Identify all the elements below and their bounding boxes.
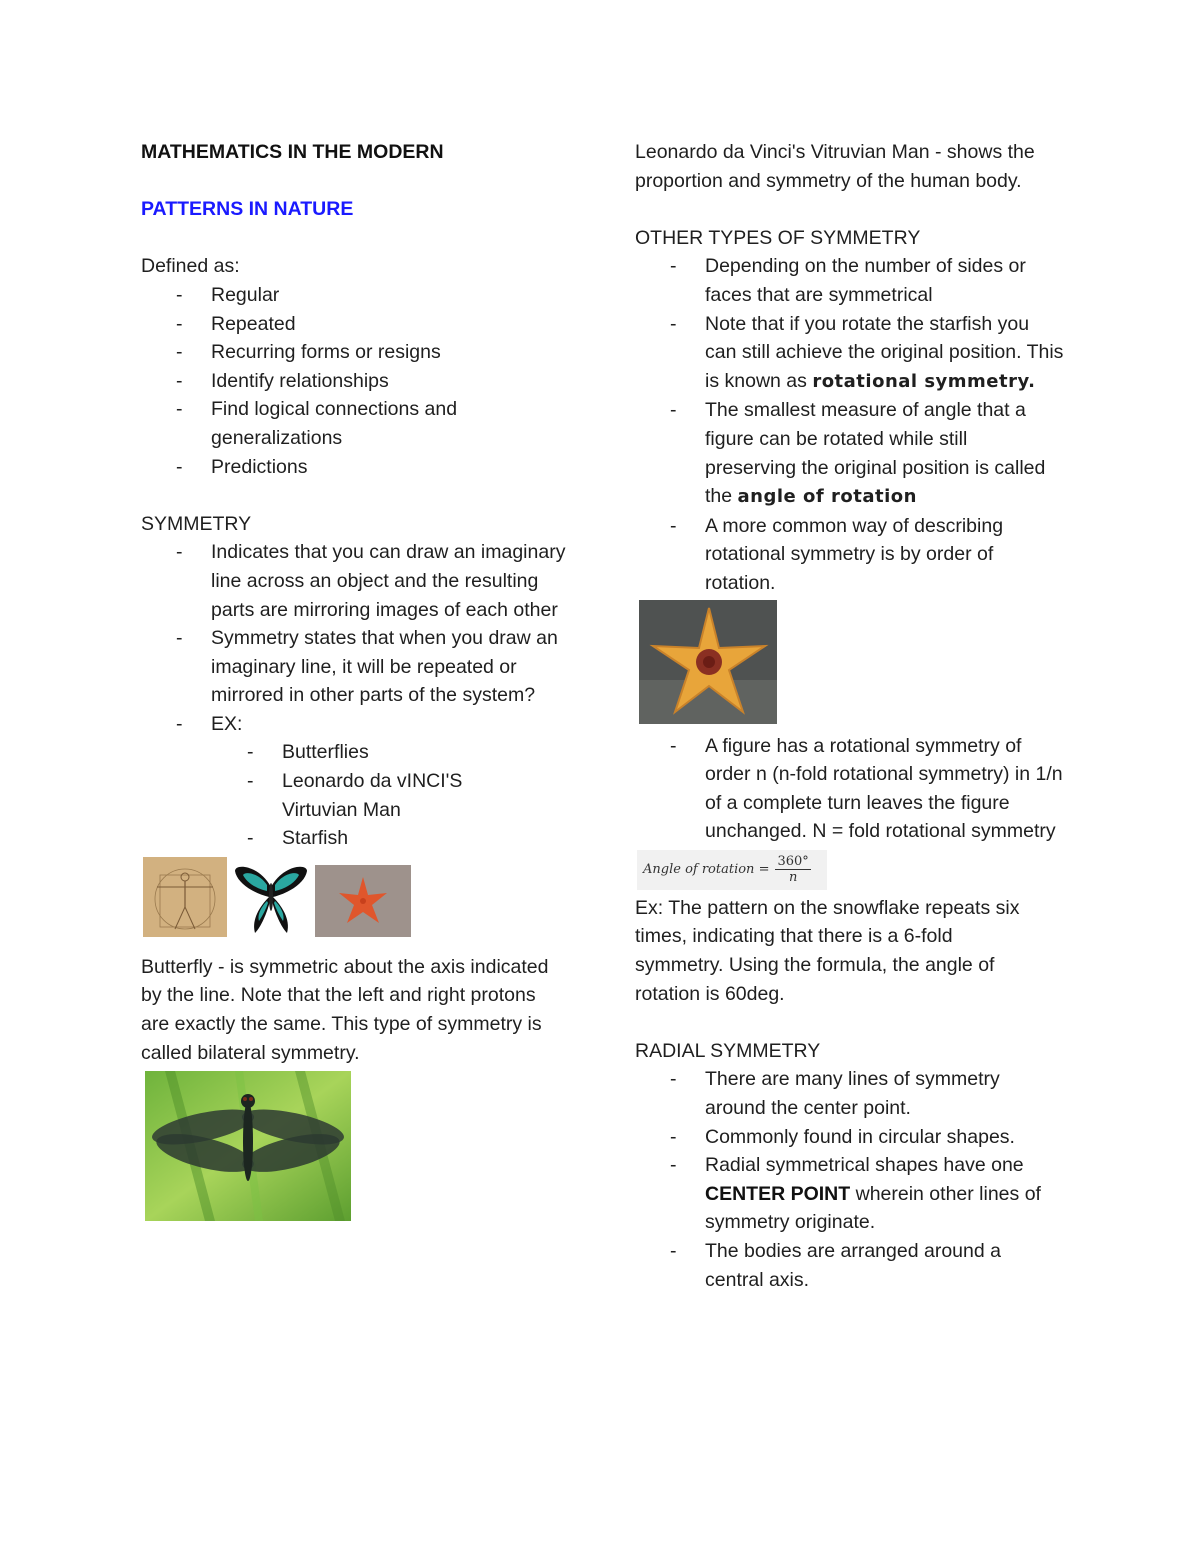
list-item: - Symmetry states that when you draw an imaginary line, it will be repeated or mirrored in other parts of the system? [141, 624, 581, 710]
list-item: - A more common way of describing rotational symmetry is by order of rotation. [635, 512, 1045, 598]
starfish-small-image [315, 865, 411, 937]
list-item: - Regular [141, 281, 581, 310]
list-item [635, 1151, 1055, 1237]
butterfly-image [231, 857, 311, 937]
ex-label: EX: [211, 712, 243, 735]
list-item: - A figure has a rotational symmetry of order n (n-fold rotational symmetry) in 1/n of a complete turn leaves the figure unchanged. N = fold rotational symmetry [635, 732, 1065, 846]
order-list [635, 732, 1075, 846]
list-item [141, 710, 581, 853]
list-item: - Commonly found in circular shapes. [635, 1123, 1075, 1152]
defined-list [141, 281, 581, 481]
item-text: Radial symmetrical shapes have one [705, 1154, 1024, 1177]
other-symmetry-heading: OTHER TYPES OF SYMMETRY [635, 226, 921, 249]
angle-formula [637, 850, 827, 890]
item-text: The smallest measure of angle that a figure can be rotated while still preserving the original position is called the [705, 399, 1046, 508]
dragonfly-image [145, 1071, 351, 1221]
symmetry-heading: SYMMETRY [141, 512, 252, 535]
snowflake-paragraph: Ex: The pattern on the snowflake repeats six times, indicating that there is a 6-fold symmetry. Using the formula, the angle of rotation is 60deg. [635, 896, 1020, 1005]
example-images [143, 857, 581, 943]
center-point-term: CENTER POINT [705, 1182, 851, 1205]
left-column [141, 138, 581, 1221]
section-title: PATTERNS IN NATURE [141, 198, 354, 221]
butterfly-paragraph: Butterfly - is symmetric about the axis indicated by the line. Note that the left and right protons are exactly the same. This type of symmetry is called bilateral symmetry. [141, 955, 549, 1064]
list-item: - The bodies are arranged around a central axis. [635, 1237, 1055, 1294]
starfish-image [639, 600, 777, 724]
angle-of-rotation-term: angle of rotation [737, 486, 917, 508]
formula-denominator: n [788, 870, 798, 886]
list-item: - Identify relationships [141, 367, 581, 396]
other-symmetry-list [635, 252, 1075, 597]
list-item: - There are many lines of symmetry around the center point. [635, 1065, 1045, 1122]
radial-symmetry-list [635, 1065, 1075, 1294]
symmetry-list [141, 538, 581, 853]
ex-list [211, 738, 581, 852]
vitruvian-paragraph: Leonardo da Vinci's Vitruvian Man - shows the proportion and symmetry of the human body. [635, 141, 1035, 192]
radial-symmetry-heading: RADIAL SYMMETRY [635, 1039, 821, 1062]
defined-label: Defined as: [141, 255, 240, 278]
formula-numerator: 360° [777, 854, 809, 870]
item-text: wherein other lines of symmetry originate. [705, 1182, 1041, 1234]
list-item: - Predictions [141, 453, 581, 482]
list-item: - Starfish [211, 824, 581, 853]
list-item: - Recurring forms or resigns [141, 338, 581, 367]
vitruvian-man-image [143, 857, 227, 937]
list-item: - Leonardo da vINCI'S Virtuvian Man [211, 767, 512, 824]
list-item: - Butterflies [211, 738, 581, 767]
list-item: - Depending on the number of sides or faces that are symmetrical [635, 252, 1045, 309]
document-title: MATHEMATICS IN THE MODERN [141, 141, 444, 163]
list-item: - Repeated [141, 310, 581, 339]
list-item: - Find logical connections and generalizations [141, 395, 501, 452]
formula-fraction [775, 854, 810, 885]
rotational-symmetry-term: rotational symmetry. [812, 370, 1036, 392]
item-text: Note that if you rotate the starfish you can still achieve the original position. This is known as [705, 312, 1064, 392]
list-item [635, 310, 1065, 397]
formula-label: Angle of rotation = [643, 862, 770, 878]
right-column [635, 138, 1075, 1294]
list-item: - Indicates that you can draw an imaginary line across an object and the resulting parts are mirroring images of each other [141, 538, 571, 624]
list-item [635, 396, 1055, 511]
